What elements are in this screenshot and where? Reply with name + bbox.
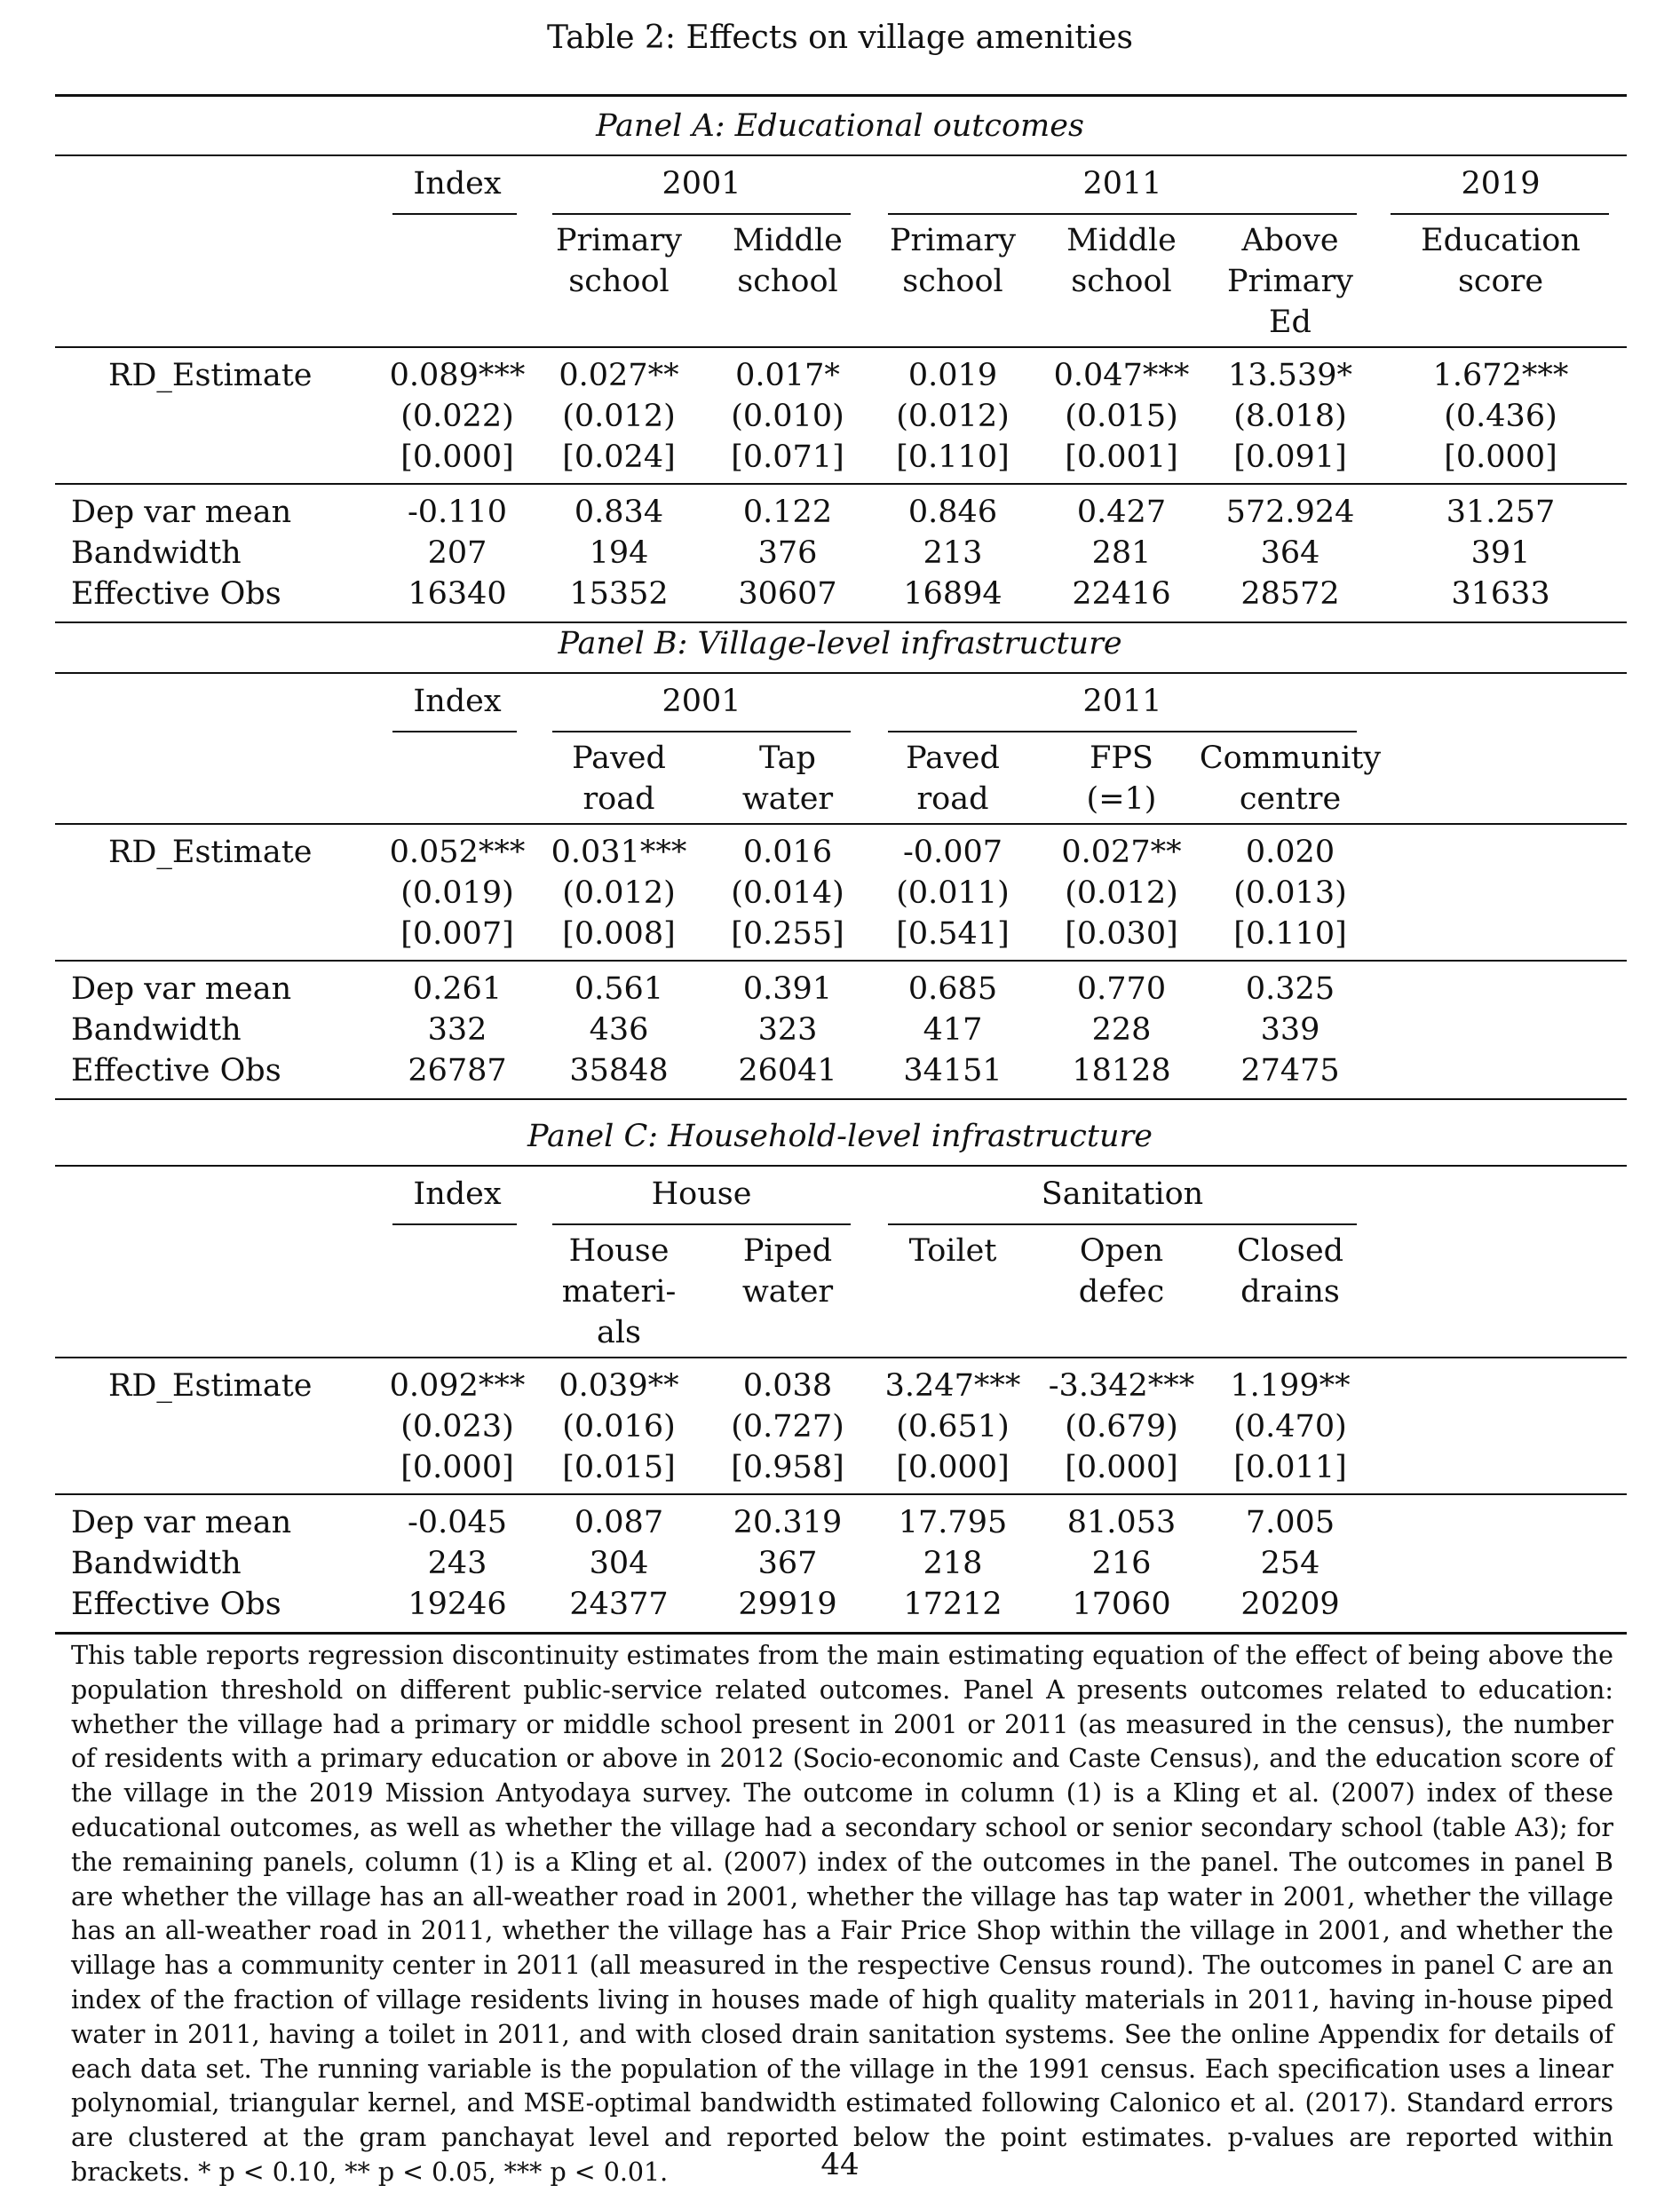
group-cmidrule	[392, 213, 517, 215]
column-header: Above Primary Ed	[1226, 223, 1354, 340]
effective-obs-cell: 30607	[738, 576, 837, 612]
p-values-cell: [0.110]	[896, 439, 1010, 475]
p-values-cell: [0.000]	[896, 1450, 1010, 1485]
bandwidth-cell: 228	[1091, 1012, 1152, 1048]
panel-title-rule	[55, 672, 1627, 674]
p-values-cell: [0.255]	[731, 916, 844, 952]
group-header: 2019	[1461, 166, 1541, 202]
column-header: House materi- als	[561, 1233, 677, 1350]
effective-obs-cell: 16340	[408, 576, 507, 612]
effective-obs-cell: 16894	[903, 576, 1002, 612]
p-values-cell: [0.030]	[1065, 916, 1178, 952]
p-values-cell: [0.000]	[1065, 1450, 1178, 1485]
bandwidth-cell: 376	[757, 535, 818, 571]
group-header: 2011	[1082, 166, 1162, 202]
std-errors-cell: (0.727)	[731, 1409, 844, 1445]
column-header: Piped water	[741, 1233, 834, 1310]
column-header: Education score	[1421, 223, 1581, 299]
group-cmidrule	[552, 1223, 851, 1225]
effective-obs-cell: 26041	[738, 1053, 837, 1089]
column-header: Toilet	[908, 1233, 997, 1269]
significance-legend: * p < 0.10, ** p < 0.05, *** p < 0.01.	[198, 2157, 669, 2187]
p-values-cell: [0.000]	[1444, 439, 1557, 475]
effective-obs-cell: 34151	[903, 1053, 1002, 1089]
estimates-cell: 0.039**	[559, 1368, 679, 1404]
estimates-cell: 0.092***	[389, 1368, 526, 1404]
group-header: 2011	[1082, 684, 1162, 719]
dep-var-mean-cell: 31.257	[1446, 495, 1556, 530]
estimates-cell: 0.017*	[735, 358, 840, 393]
bandwidth-cell: 281	[1091, 535, 1152, 571]
group-cmidrule	[552, 731, 851, 732]
dep-var-mean-cell: 0.325	[1245, 971, 1335, 1007]
p-values-cell: [0.011]	[1233, 1450, 1347, 1485]
group-header: House	[651, 1176, 752, 1212]
dep-var-mean-cell: 0.846	[907, 495, 998, 530]
std-errors-cell: (0.022)	[400, 399, 514, 434]
std-errors-cell: (0.013)	[1233, 875, 1347, 911]
group-cmidrule	[888, 213, 1357, 215]
std-errors-cell: (0.010)	[731, 399, 844, 434]
estimates-cell: -0.007	[902, 835, 1003, 870]
bandwidth-cell: 436	[589, 1012, 649, 1048]
effective-obs-cell: 28572	[1240, 576, 1340, 612]
p-values-cell: [0.958]	[731, 1450, 844, 1485]
group-header: Index	[413, 166, 502, 202]
group-cmidrule	[888, 731, 1357, 732]
estimates-rule	[55, 960, 1627, 962]
bandwidth-cell: 417	[923, 1012, 983, 1048]
dep-var-mean-cell: 572.924	[1225, 495, 1355, 530]
std-errors-cell: (0.436)	[1444, 399, 1557, 434]
dep-var-mean-cell: -0.110	[407, 495, 508, 530]
dep-var-mean-cell: 0.834	[574, 495, 664, 530]
bandwidth-cell: 304	[589, 1546, 649, 1581]
column-header: Middle school	[1066, 223, 1177, 299]
estimates-cell: 1.672***	[1432, 358, 1569, 393]
dep-var-mean-cell: 0.561	[574, 971, 664, 1007]
estimates-cell: 1.199**	[1230, 1368, 1351, 1404]
dep-var-mean-cell: 0.685	[907, 971, 998, 1007]
column-header: Paved road	[906, 740, 1000, 817]
p-values-cell: [0.024]	[562, 439, 676, 475]
effective-obs-cell: 19246	[408, 1587, 507, 1622]
p-values-cell: [0.008]	[562, 916, 676, 952]
row-label-estimate: RD_Estimate	[108, 358, 313, 393]
std-errors-cell: (0.016)	[562, 1409, 676, 1445]
group-header: 2001	[662, 166, 741, 202]
effective-obs-cell: 22416	[1072, 576, 1171, 612]
dep-var-mean-cell: -0.045	[407, 1505, 508, 1540]
std-errors-cell: (0.011)	[896, 875, 1010, 911]
std-errors-cell: (0.651)	[896, 1409, 1010, 1445]
effective-obs-cell: 20209	[1240, 1587, 1340, 1622]
std-errors-cell: (0.679)	[1065, 1409, 1178, 1445]
row-label-effective-obs: Effective Obs	[71, 1053, 281, 1089]
row-label-bandwidth: Bandwidth	[71, 535, 242, 571]
row-label-bandwidth: Bandwidth	[71, 1012, 242, 1048]
panel-title-rule	[55, 1165, 1627, 1167]
row-label-estimate: RD_Estimate	[108, 1368, 313, 1404]
panel-title: Panel C: Household-level infrastructure	[527, 1119, 1153, 1154]
dep-var-mean-cell: 81.053	[1066, 1505, 1177, 1540]
dep-var-mean-cell: 0.427	[1076, 495, 1167, 530]
column-header: Tap water	[741, 740, 834, 817]
panel-title-rule	[55, 154, 1627, 156]
estimates-cell: 0.027**	[1061, 835, 1182, 870]
dep-var-mean-cell: 20.319	[733, 1505, 843, 1540]
row-label-bandwidth: Bandwidth	[71, 1546, 242, 1581]
panel-bottom-rule	[55, 1098, 1627, 1100]
column-header: Closed drains	[1236, 1233, 1344, 1310]
bandwidth-cell: 332	[427, 1012, 487, 1048]
group-header: Sanitation	[1041, 1176, 1204, 1212]
p-values-cell: [0.110]	[1233, 916, 1347, 952]
estimates-cell: 0.020	[1245, 835, 1335, 870]
column-header: Primary school	[889, 223, 1017, 299]
bandwidth-cell: 364	[1260, 535, 1320, 571]
std-errors-cell: (0.014)	[731, 875, 844, 911]
bandwidth-cell: 207	[427, 535, 487, 571]
estimates-cell: 0.031***	[551, 835, 687, 870]
dep-var-mean-cell: 0.087	[574, 1505, 664, 1540]
bandwidth-cell: 367	[757, 1546, 818, 1581]
estimates-cell: 0.038	[742, 1368, 833, 1404]
note-text: This table reports regression discontinuity estimates from the main estimating equation of the effect of being above the population threshold on different public-service related outcomes. Panel A presents outcomes related to education: whether the village had a primary or middle school present in 2001 or 2011 (as measured in the census), the number of residents with a primary education or above in 2012 (Socio-economic and Caste Census), and the education score of the village in the 2019 Mission Antyodaya survey. The outcome in column (1) is a Kling et al. (2007) index of these educational outcomes, as well as whether the village had a secondary school or senior secondary school (table A3); for the remaining panels, column (1) is a Kling et al. (2007) index of the outcomes in the panel. The outcomes in panel B are whether the village has an all-weather road in 2001, whether the village has tap water in 2001, whether the village has an all-weather road in 2011, whether the village has a Fair Price Shop within the village in 2001, and whether the village has a community center in 2011 (all measured in the respective Census round). The outcomes in panel C are an index of the fraction of village residents living in houses made of high quality materials in 2011, having in-house piped water in 2011, having a toilet in 2011, and with closed drain sanitation systems. See the online Appendix for details of each data set. The running variable is the population of the village in the 1991 census. Each specification uses a linear polynomial, triangular kernel, and MSE-optimal bandwidth estimated following Calonico et al. (2017). Standard errors are clustered at the gram panchayat level and reported below the point estimates. p-values are reported within brackets.	[71, 1641, 1613, 2187]
estimates-cell: 0.016	[742, 835, 833, 870]
bandwidth-cell: 213	[923, 535, 983, 571]
bandwidth-cell: 339	[1260, 1012, 1320, 1048]
dep-var-mean-cell: 0.770	[1076, 971, 1167, 1007]
row-label-dep-var-mean: Dep var mean	[71, 971, 292, 1007]
estimates-cell: 0.027**	[559, 358, 679, 393]
bandwidth-cell: 194	[589, 535, 649, 571]
dep-var-mean-cell: 0.122	[742, 495, 833, 530]
top-rule	[55, 94, 1627, 97]
estimates-cell: 0.052***	[389, 835, 526, 870]
p-values-cell: [0.000]	[400, 1450, 514, 1485]
bandwidth-cell: 323	[757, 1012, 818, 1048]
effective-obs-cell: 26787	[408, 1053, 507, 1089]
column-header: Open defec	[1078, 1233, 1165, 1310]
std-errors-cell: (8.018)	[1233, 399, 1347, 434]
effective-obs-cell: 17060	[1072, 1587, 1171, 1622]
header-rule	[55, 823, 1627, 825]
p-values-cell: [0.001]	[1065, 439, 1178, 475]
row-label-dep-var-mean: Dep var mean	[71, 1505, 292, 1540]
dep-var-mean-cell: 0.261	[412, 971, 503, 1007]
column-header: Primary school	[555, 223, 683, 299]
header-rule	[55, 346, 1627, 348]
std-errors-cell: (0.015)	[1065, 399, 1178, 434]
effective-obs-cell: 15352	[569, 576, 669, 612]
row-label-effective-obs: Effective Obs	[71, 1587, 281, 1622]
row-label-dep-var-mean: Dep var mean	[71, 495, 292, 530]
effective-obs-cell: 24377	[569, 1587, 669, 1622]
effective-obs-cell: 31633	[1451, 576, 1550, 612]
group-header: Index	[413, 684, 502, 719]
column-header: FPS (=1)	[1086, 740, 1157, 817]
p-values-cell: [0.007]	[400, 916, 514, 952]
dep-var-mean-cell: 17.795	[898, 1505, 1008, 1540]
estimates-cell: -3.342***	[1048, 1368, 1195, 1404]
estimates-cell: 13.539*	[1228, 358, 1352, 393]
dep-var-mean-cell: 0.391	[742, 971, 833, 1007]
effective-obs-cell: 27475	[1240, 1053, 1340, 1089]
effective-obs-cell: 17212	[903, 1587, 1002, 1622]
panel-title: Panel A: Educational outcomes	[596, 108, 1084, 144]
std-errors-cell: (0.012)	[1065, 875, 1178, 911]
bandwidth-cell: 391	[1470, 535, 1531, 571]
column-header: Middle school	[733, 223, 843, 299]
bandwidth-cell: 216	[1091, 1546, 1152, 1581]
std-errors-cell: (0.012)	[896, 399, 1010, 434]
page-number: 44	[820, 2147, 860, 2182]
group-header: 2001	[662, 684, 741, 719]
std-errors-cell: (0.012)	[562, 875, 676, 911]
row-label-estimate: RD_Estimate	[108, 835, 313, 870]
column-header: Community centre	[1199, 740, 1382, 817]
effective-obs-cell: 35848	[569, 1053, 669, 1089]
estimates-cell: 3.247***	[884, 1368, 1021, 1404]
p-values-cell: [0.541]	[896, 916, 1010, 952]
bandwidth-cell: 243	[427, 1546, 487, 1581]
effective-obs-cell: 29919	[738, 1587, 837, 1622]
estimates-rule	[55, 483, 1627, 485]
panel-bottom-rule	[55, 621, 1627, 623]
std-errors-cell: (0.023)	[400, 1409, 514, 1445]
table-note	[71, 1639, 1613, 2190]
estimates-cell: 0.047***	[1053, 358, 1190, 393]
column-header: Paved road	[572, 740, 666, 817]
p-values-cell: [0.091]	[1233, 439, 1347, 475]
estimates-cell: 0.019	[907, 358, 998, 393]
std-errors-cell: (0.470)	[1233, 1409, 1347, 1445]
header-rule	[55, 1357, 1627, 1358]
estimates-cell: 0.089***	[389, 358, 526, 393]
group-cmidrule	[888, 1223, 1357, 1225]
group-cmidrule	[1391, 213, 1609, 215]
row-label-effective-obs: Effective Obs	[71, 576, 281, 612]
estimates-rule	[55, 1493, 1627, 1495]
dep-var-mean-cell: 7.005	[1245, 1505, 1335, 1540]
std-errors-cell: (0.012)	[562, 399, 676, 434]
group-header: Index	[413, 1176, 502, 1212]
effective-obs-cell: 18128	[1072, 1053, 1171, 1089]
group-cmidrule	[392, 731, 517, 732]
group-cmidrule	[552, 213, 851, 215]
panel-title: Panel B: Village-level infrastructure	[558, 626, 1122, 661]
bandwidth-cell: 254	[1260, 1546, 1320, 1581]
std-errors-cell: (0.019)	[400, 875, 514, 911]
bandwidth-cell: 218	[923, 1546, 983, 1581]
p-values-cell: [0.015]	[562, 1450, 676, 1485]
group-cmidrule	[392, 1223, 517, 1225]
table-title: Table 2: Effects on village amenities	[547, 20, 1133, 56]
panel-bottom-rule	[55, 1632, 1627, 1635]
p-values-cell: [0.000]	[400, 439, 514, 475]
p-values-cell: [0.071]	[731, 439, 844, 475]
